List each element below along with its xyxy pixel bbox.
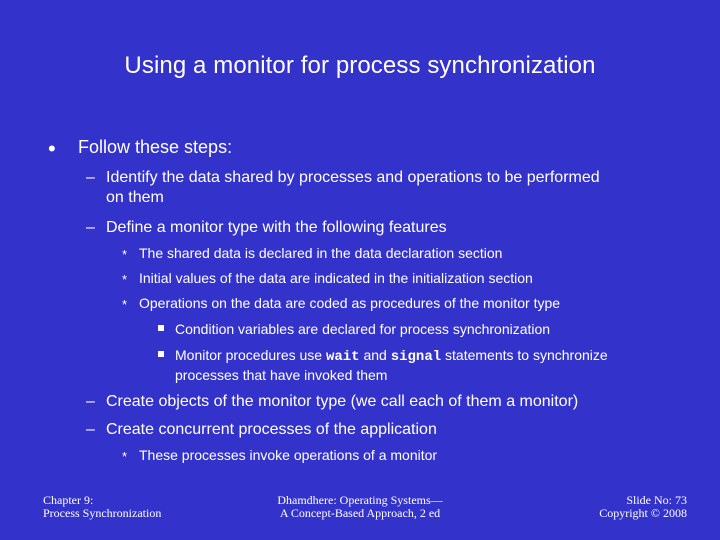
sub-feature-line1: Monitor procedures use wait and signal statements to synchronize: [175, 347, 608, 365]
dash-icon: –: [86, 393, 95, 410]
feature-text: Initial values of the data are indicated in the initialization section: [139, 270, 533, 286]
star-icon: *: [122, 247, 128, 262]
footer-chapter: Chapter 9: Process Synchronization: [43, 493, 162, 520]
step-define-text: Define a monitor type with the following features: [106, 219, 447, 236]
step-create-processes-text: Create concurrent processes of the application: [106, 421, 437, 438]
step-identify-line2: on them: [106, 189, 164, 206]
dash-icon: –: [86, 421, 95, 438]
star-icon: *: [122, 449, 128, 464]
sub-feature-text: Condition variables are declared for process synchronization: [175, 321, 551, 337]
step-identify-line1: Identify the data shared by processes and operations to be performed: [106, 169, 600, 186]
level1-text: Follow these steps:: [78, 137, 233, 157]
step-create-objects-text: Create objects of the monitor type (we call each of them a monitor): [106, 393, 579, 410]
footer-slide-info: Slide No: 73 Copyright © 2008: [599, 493, 687, 520]
dash-icon: –: [86, 169, 95, 186]
step4-note-text: These processes invoke operations of a monitor: [139, 447, 438, 463]
slide-title: Using a monitor for process synchronization: [124, 52, 596, 79]
dash-icon: –: [86, 219, 95, 236]
sub-feature-line2: processes that have invoked them: [175, 367, 388, 383]
square-bullet-icon: [158, 351, 164, 357]
keyword-wait: wait: [325, 349, 360, 365]
bullet-dot-icon: •: [48, 136, 56, 161]
keyword-signal: signal: [390, 349, 442, 365]
footer-book: Dhamdhere: Operating Systems— A Concept-Based Approach, 2 ed: [277, 493, 443, 520]
square-bullet-icon: [158, 325, 164, 331]
star-icon: *: [122, 272, 128, 287]
star-icon: *: [122, 297, 128, 312]
feature-text: The shared data is declared in the data declaration section: [139, 245, 503, 261]
feature-text: Operations on the data are coded as procedures of the monitor type: [139, 295, 561, 311]
